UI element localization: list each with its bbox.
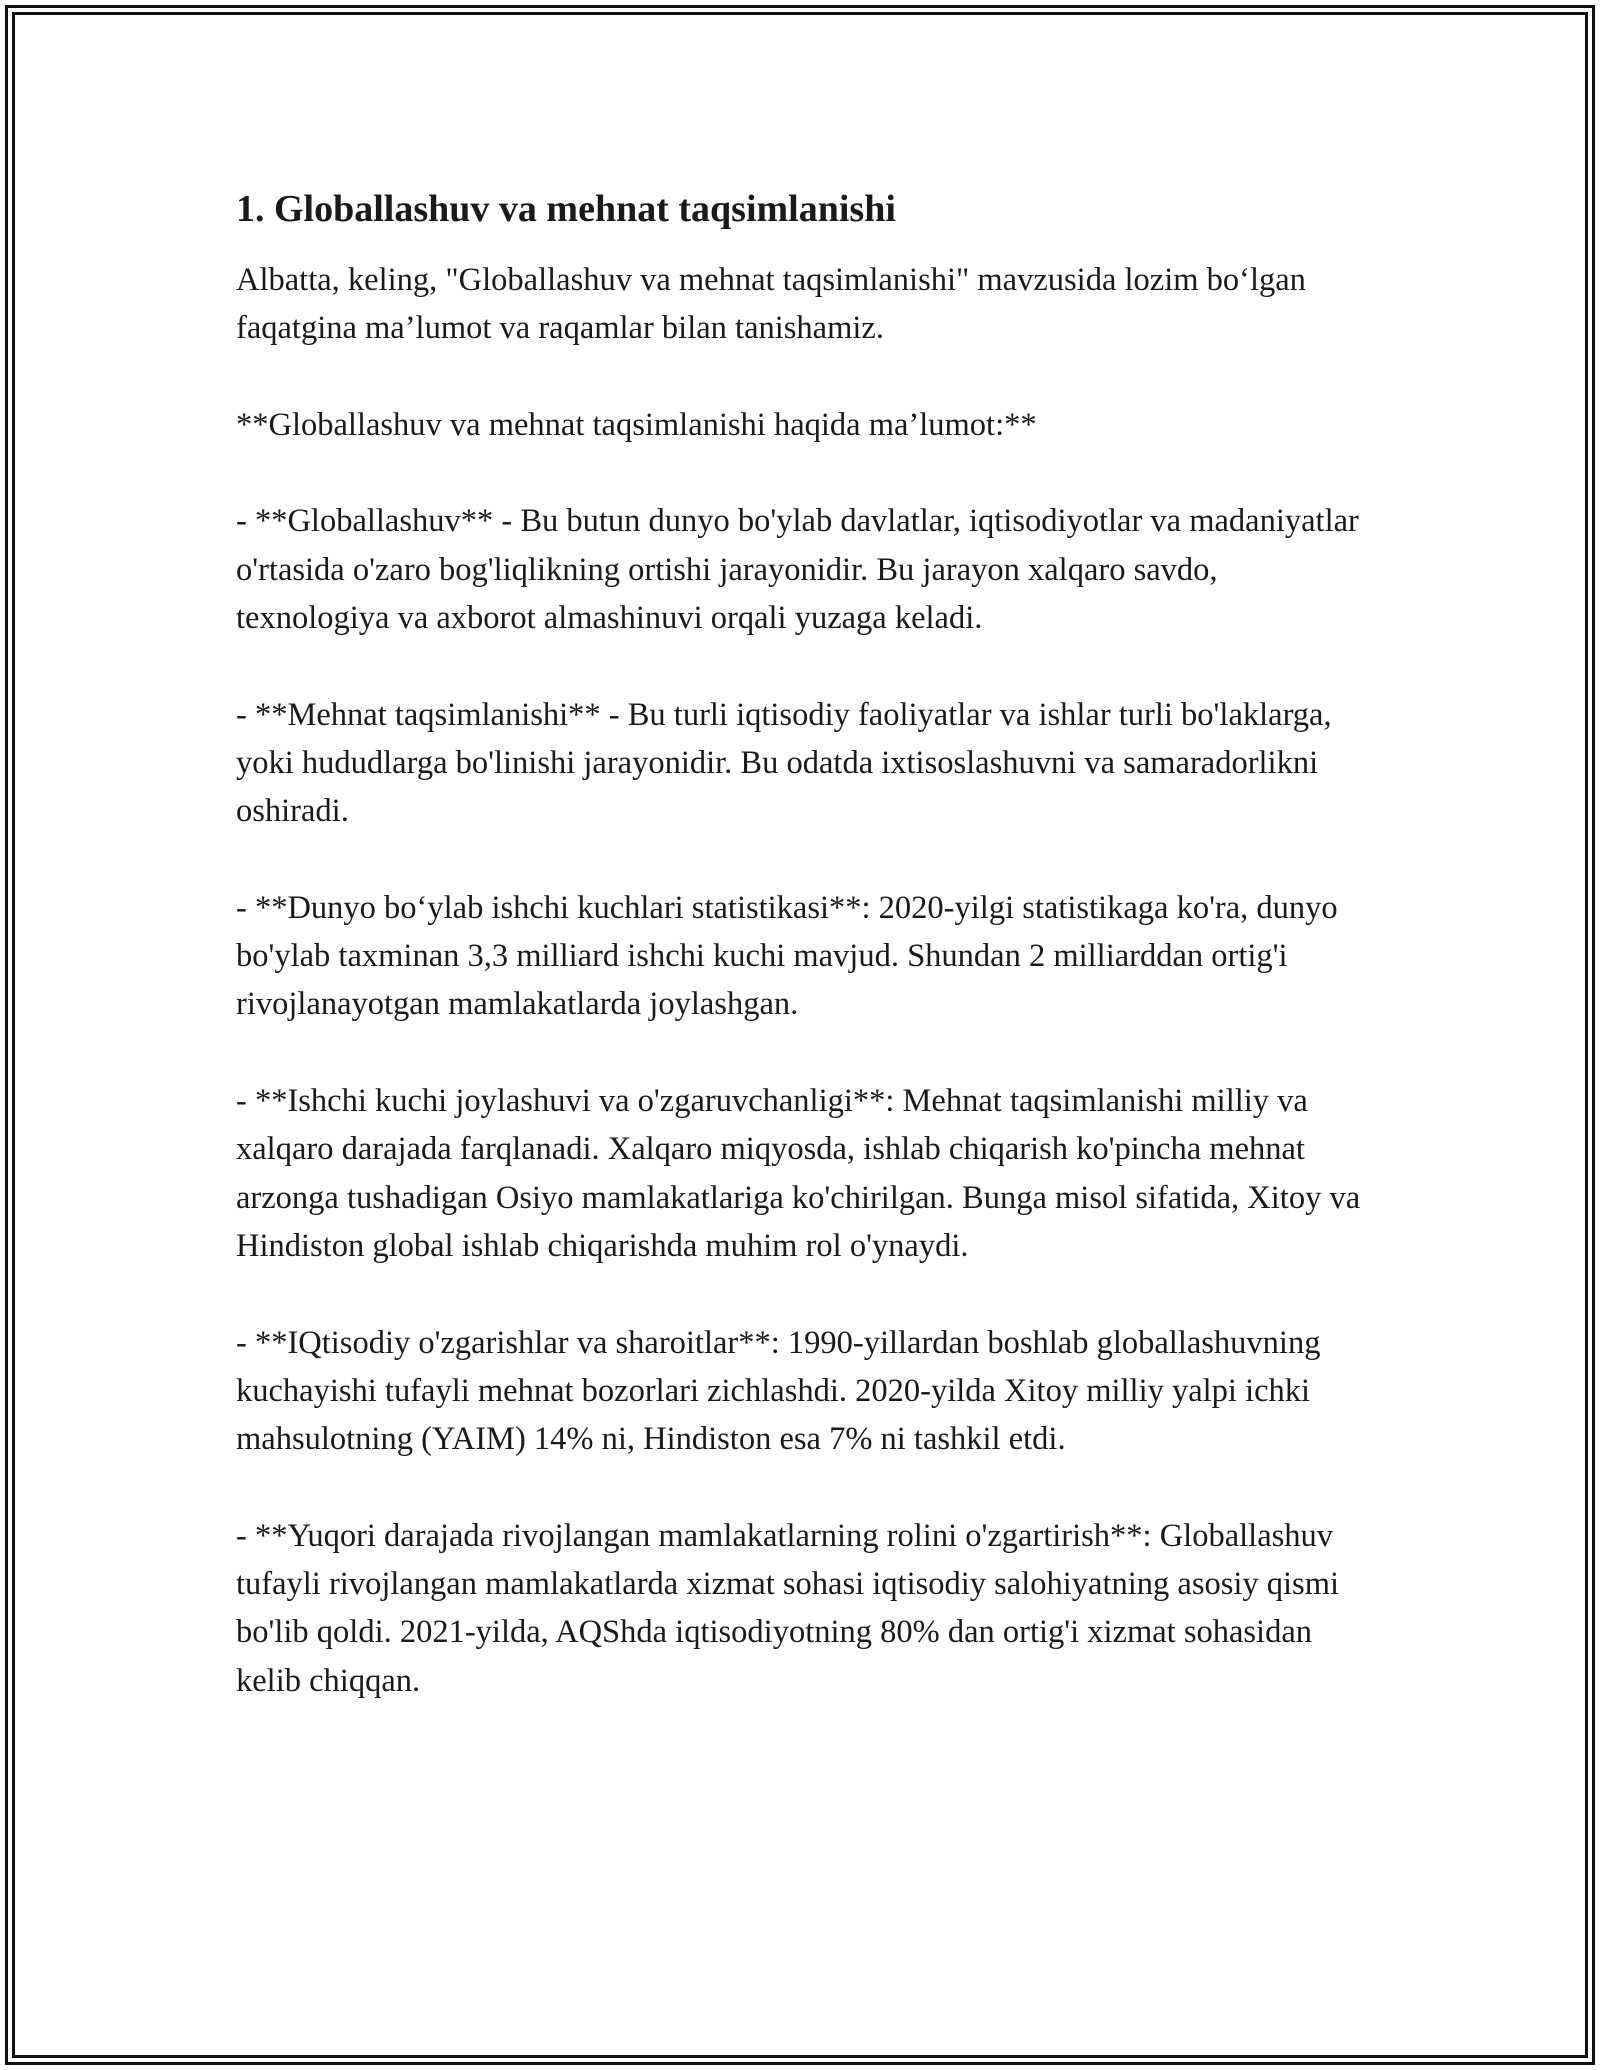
paragraph-intro: Albatta, keling, "Globallashuv va mehnat taqsimlanishi" mavzusida lozim bo‘lgan faqatgina ma’lumot va raqamlar bilan tanishamiz. [236, 262, 1306, 347]
list-item-ishchi-kuchlari-statistikasi: - **Dunyo bo‘ylab ishchi kuchlari statistikasi**: 2020-yilgi statistikaga ko'ra, dunyo bo'ylab taxminan 3,3 milliard ishchi kuchi mavjud. Shundan 2 milliarddan ortig'i rivojlanayotgan mamlakatlarda joylashgan. [236, 889, 1338, 1023]
document-body [236, 185, 1376, 1705]
document-title: 1. Globallashuv va mehnat taqsimlanishi [236, 188, 896, 230]
list-item-mehnat-taqsimlanishi: - **Mehnat taqsimlanishi** - Bu turli iqtisodiy faoliyatlar va ishlar turli bo'laklarga, yoki hududlarga bo'linishi jarayonidir. Bu odatda ixtisoslashuvni va samaradorlikni oshiradi. [236, 696, 1332, 830]
list-item-globallashuv: - **Globallashuv** - Bu butun dunyo bo'ylab davlatlar, iqtisodiyotlar va madaniyatlar o'rtasida o'zaro bog'liqlikning ortishi jarayonidir. Bu jarayon xalqaro savdo, texnologiya va axborot almashinuvi orqali yuzaga keladi. [236, 503, 1359, 637]
list-item-iqtisodiy-ozgarishlar: - **IQtisodiy o'zgarishlar va sharoitlar**: 1990-yillardan boshlab globallashuvning kuchayishi tufayli mehnat bozorlari zichlashdi. 2020-yilda Xitoy milliy yalpi ichki mahsulotning (YAIM) 14% ni, Hindiston esa 7% ni tashkil etdi. [236, 1324, 1321, 1458]
list-item-rivojlangan-mamlakatlar: - **Yuqori darajada rivojlangan mamlakatlarning rolini o'zgartirish**: Globallashuv tufayli rivojlangan mamlakatlarda xizmat sohasi iqtisodiy salohiyatning asosiy qismi bo'lib qoldi. 2021-yilda, AQShda iqtisodiyotning 80% dan ortig'i xizmat sohasidan kelib chiqqan. [236, 1517, 1340, 1699]
list-item-ishchi-kuchi-joylashuvi: - **Ishchi kuchi joylashuvi va o'zgaruvchanligi**: Mehnat taqsimlanishi milliy va xalqaro darajada farqlanadi. Xalqaro miqyosda, ishlab chiqarish ko'pincha mehnat arzonga tushadigan Osiyo mamlakatlariga ko'chirilgan. Bunga misol sifatida, Xitoy va Hindiston global ishlab chiqarishda muhim rol o'ynaydi. [236, 1083, 1361, 1264]
paragraph-heading: **Globallashuv va mehnat taqsimlanishi haqida ma’lumot:** [236, 406, 1037, 443]
